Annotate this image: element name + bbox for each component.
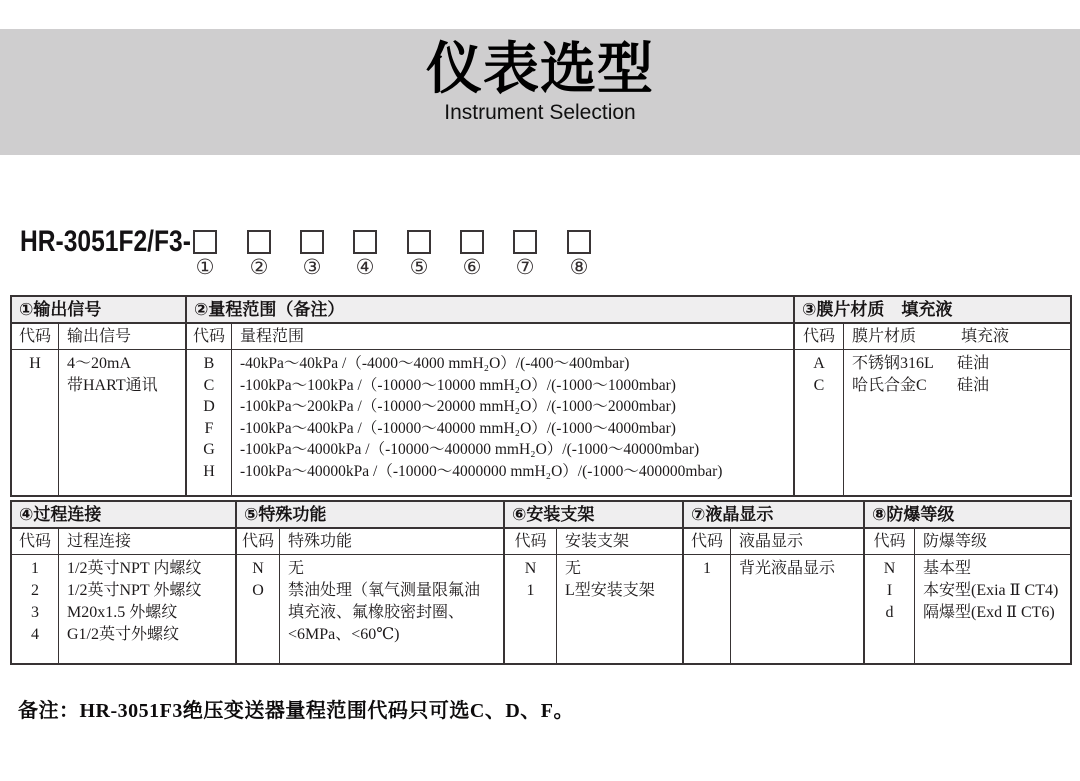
- section-special-function: [237, 502, 505, 663]
- selection-table-bottom: [10, 500, 1072, 665]
- value-cell: 无: [288, 560, 305, 577]
- code-cell: G: [203, 441, 215, 458]
- code-cell: N: [883, 560, 896, 577]
- code-column: [684, 555, 731, 663]
- value-cell: 本安型(Exia Ⅱ CT4): [923, 582, 1059, 599]
- position-number-3: ③: [302, 255, 322, 279]
- column-header-value: 过程连接: [67, 533, 132, 550]
- model-code-box-5: [407, 230, 431, 254]
- section-header: ③膜片材质 填充液: [795, 297, 1070, 324]
- section-lcd-display: [684, 502, 865, 663]
- model-code-box-4: [353, 230, 377, 254]
- code-column: [505, 555, 557, 663]
- page-title: 仪表选型: [426, 37, 654, 100]
- code-cell: B: [203, 355, 215, 372]
- value-column: [59, 350, 185, 495]
- column-header-value: 输出信号: [67, 328, 132, 345]
- value-cell: 无: [565, 560, 582, 577]
- code-column: [12, 555, 59, 663]
- column-header-code: 代码: [12, 324, 59, 349]
- model-code-box-1: [193, 230, 217, 254]
- column-header-code: 代码: [795, 324, 844, 349]
- selection-table-top: [10, 295, 1072, 497]
- value-cell: 1/2英寸NPT 内螺纹: [67, 560, 202, 577]
- column-header-value: 特殊功能: [288, 533, 353, 550]
- value-column: [915, 555, 1070, 663]
- section-header: ②量程范围（备注）: [187, 297, 793, 324]
- column-header-value: 安装支架: [565, 533, 630, 550]
- value-cell: 基本型: [923, 560, 972, 577]
- code-cell: 1: [31, 560, 39, 577]
- code-cell: 4: [31, 626, 39, 643]
- code-column: [795, 350, 844, 495]
- value-cell: 4～20mA: [67, 355, 132, 372]
- position-number-7: ⑦: [515, 255, 535, 279]
- page-subtitle: Instrument Selection: [444, 101, 636, 124]
- value-column: [557, 555, 682, 663]
- code-cell: N: [524, 560, 537, 577]
- section-process-connection: [12, 502, 237, 663]
- section-range: [187, 297, 795, 495]
- material-cell: 哈氏合金C: [852, 376, 927, 394]
- column-header-material: 膜片材质: [852, 328, 917, 345]
- code-cell: H: [29, 355, 41, 372]
- value-cell: L型安装支架: [565, 582, 655, 599]
- code-column: [237, 555, 280, 663]
- column-header-fill: 填充液: [961, 328, 1010, 345]
- position-number-4: ④: [355, 255, 375, 279]
- column-header-code: 代码: [237, 529, 280, 554]
- section-header: ⑧防爆等级: [865, 502, 1070, 529]
- section-header: ⑦液晶显示: [684, 502, 863, 529]
- code-cell: 3: [31, 604, 39, 621]
- material-cell: 不锈钢316L: [852, 355, 934, 372]
- value-cell: -100kPa～100kPa /（-10000～10000 mmH₂O）/(-1000～1000mbar): [240, 376, 676, 394]
- code-cell: d: [885, 604, 894, 621]
- model-code-box-7: [513, 230, 537, 254]
- model-code-box-6: [460, 230, 484, 254]
- column-header-code: 代码: [865, 529, 915, 554]
- code-cell: 1: [526, 582, 535, 599]
- model-code-box-8: [567, 230, 591, 254]
- position-number-1: ①: [195, 255, 215, 279]
- value-column: [59, 555, 235, 663]
- code-cell: D: [203, 398, 215, 415]
- code-cell: F: [204, 419, 214, 437]
- value-cell: <6MPa、<60℃): [288, 626, 400, 643]
- column-header-value: 量程范围: [240, 328, 305, 345]
- value-column: [844, 350, 1070, 495]
- section-explosion-proof: [865, 502, 1070, 663]
- code-column: [187, 350, 232, 495]
- value-column: [731, 555, 863, 663]
- code-cell: I: [886, 582, 893, 599]
- value-cell: [852, 353, 1070, 375]
- value-cell: 背光液晶显示: [739, 560, 836, 577]
- model-code-box-2: [247, 230, 271, 254]
- code-cell: 1: [703, 560, 711, 577]
- section-header: ⑥安装支架: [505, 502, 682, 529]
- code-cell: H: [203, 462, 215, 480]
- value-cell: 填充液、氟橡胶密封圈、: [288, 604, 465, 621]
- value-cell: -100kPa～200kPa /（-10000～20000 mmH₂O）/(-1000～2000mbar): [240, 398, 676, 415]
- section-mounting-bracket: [505, 502, 684, 663]
- code-cell: C: [203, 376, 215, 394]
- section-header: ④过程连接: [12, 502, 235, 529]
- value-cell: -100kPa～40000kPa /（-10000～4000000 mmH₂O）/(-1000～400000mbar): [240, 462, 723, 480]
- fill-cell: 硅油: [957, 376, 990, 394]
- position-number-8: ⑧: [569, 255, 589, 279]
- value-cell: M20x1.5 外螺纹: [67, 604, 178, 621]
- value-cell: 带HART通讯: [67, 376, 158, 394]
- code-column: [12, 350, 59, 495]
- value-cell: 隔爆型(Exd Ⅱ CT6): [923, 604, 1055, 621]
- position-number-6: ⑥: [462, 255, 482, 279]
- title-band: [0, 29, 1080, 155]
- section-output-signal: [12, 297, 187, 495]
- section-diaphragm: [795, 297, 1070, 495]
- code-cell: O: [252, 582, 264, 599]
- column-header-code: 代码: [187, 324, 232, 349]
- column-header-code: 代码: [12, 529, 59, 554]
- code-cell: A: [813, 355, 825, 372]
- position-number-5: ⑤: [409, 255, 429, 279]
- value-cell: -100kPa～400kPa /（-10000～40000 mmH₂O）/(-1000～4000mbar): [240, 419, 676, 437]
- code-cell: C: [813, 376, 825, 394]
- column-header-code: 代码: [505, 529, 557, 554]
- model-prefix: HR-3051F2/F3-: [20, 225, 191, 258]
- column-header-code: 代码: [684, 529, 731, 554]
- value-column: [280, 555, 503, 663]
- value-cell: 禁油处理（氧气测量限氟油: [288, 582, 481, 599]
- value-cell: 1/2英寸NPT 外螺纹: [67, 582, 202, 599]
- model-code-box-3: [300, 230, 324, 254]
- value-cell: -100kPa～4000kPa /（-10000～400000 mmH₂O）/(-1000～40000mbar): [240, 441, 700, 458]
- position-number-2: ②: [249, 255, 269, 279]
- footer-note: 备注：HR-3051F3绝压变送器量程范围代码只可选C、D、F。: [18, 700, 574, 722]
- value-cell: [852, 375, 1070, 397]
- column-header-value: 液晶显示: [739, 533, 804, 550]
- value-cell: -40kPa～40kPa /（-4000～4000 mmH₂O）/(-400～400mbar): [240, 355, 630, 372]
- section-header: ⑤特殊功能: [237, 502, 503, 529]
- code-cell: 2: [31, 582, 39, 599]
- column-header-value: 防爆等级: [923, 533, 988, 550]
- value-column: [232, 350, 793, 495]
- code-column: [865, 555, 915, 663]
- value-cell: G1/2英寸外螺纹: [67, 626, 180, 643]
- section-header: ①输出信号: [12, 297, 185, 324]
- code-cell: N: [252, 560, 264, 577]
- fill-cell: 硅油: [957, 355, 990, 372]
